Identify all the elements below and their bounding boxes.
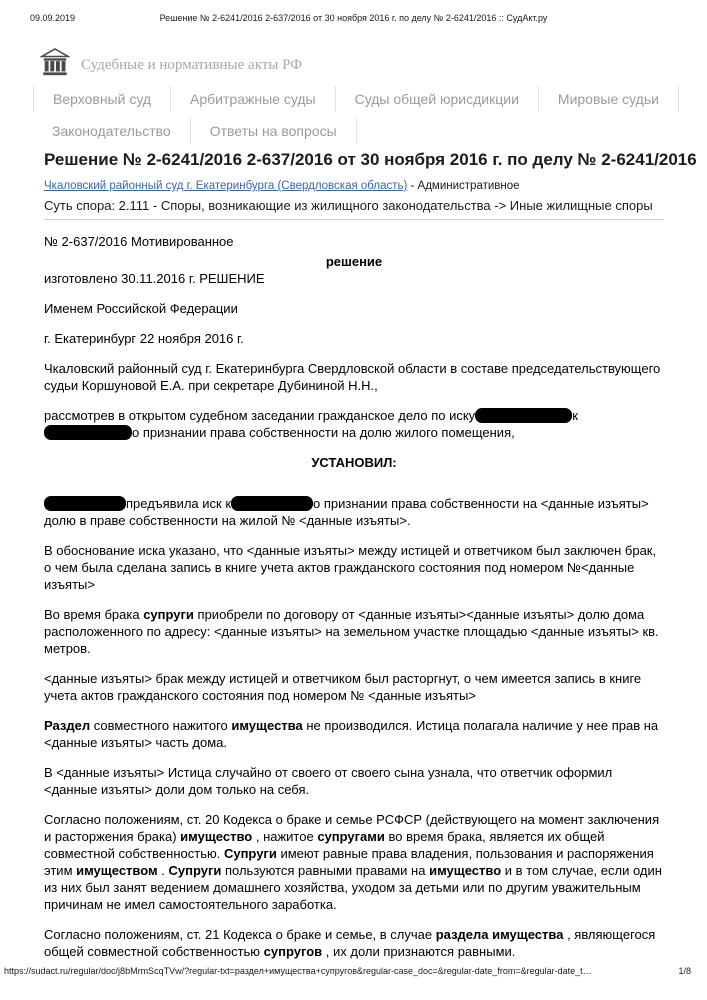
document <box>44 150 697 960</box>
dispute-line: Суть спора: 2.111 - Споры, возникающие из жилищного законодательства -> Иные жилищные споры <box>44 198 653 213</box>
print-title: Решение № 2-6241/2016 2-637/2016 от 30 ноября 2016 г. по делу № 2-6241/2016 :: СудАкт.ру <box>159 13 548 23</box>
divider <box>44 219 664 220</box>
paragraph: изготовлено 30.11.2016 г. РЕШЕНИЕ <box>44 271 265 286</box>
nav-row-1 <box>33 86 679 112</box>
paragraph: рассмотрев в открытом судебном заседании гражданское дело по иску ко признании права собственности на долю жилого помещения, <box>44 408 578 440</box>
paragraph: <данные изъяты> брак между истицей и ответчиком был расторгнут, о чем имеется запись в книге учета актов гражданского состояния под номером № <данные изъяты> <box>44 671 642 703</box>
paragraph: УСТАНОВИЛ: <box>311 455 397 470</box>
print-header <box>0 13 707 23</box>
paragraph: решение <box>325 254 383 269</box>
paragraph: Раздел совместного нажитого имущества не производился. Истица полагала наличие у нее прав на <данные изъяты> часть дома. <box>44 718 659 750</box>
nav-item[interactable]: Законодательство <box>33 118 191 144</box>
nav-item[interactable]: Суды общей юрисдикции <box>336 86 539 112</box>
site-nav <box>33 86 679 150</box>
paragraph: предъявила иск к о признании права собственности на <данные изъяты> долю в праве собственности на жилой № <данные изъяты>. <box>44 496 649 528</box>
court-link[interactable]: Чкаловский районный суд г. Екатеринбурга (Свердловская область) <box>44 180 408 192</box>
nav-item[interactable]: Арбитражные суды <box>171 86 336 112</box>
courthouse-icon <box>40 48 70 83</box>
paragraph: Согласно положениям, ст. 20 Кодекса о браке и семье РСФСР (действующего на момент заключения и расторжения брака) имущество , нажитое супругами во время брака, является их общей совместной собственностью. Супруги имеют равные права владения, пользования и распоряжения этим имуществом . Супруги пользуются равными правами на имущество и в том случае, если один из них был занят ведением домашнего хозяйства, уходом за детьми или по другим уважительным причинам не имел самостоятельного заработка. <box>44 812 662 912</box>
paragraph: Во время брака супруги приобрели по договору от <данные изъяты><данные изъяты> долю дома расположенного по адресу: <данные изъяты> на земельном участке площадью <данные изъяты> кв. метров. <box>44 607 659 656</box>
site-logo-text: Судебные и нормативные акты РФ <box>81 57 303 73</box>
paragraph: В <данные изъяты> Истица случайно от своего от своего сына узнала, что ответчик оформил <данные изъяты> доли дом только на себя. <box>44 765 613 797</box>
paragraph: Чкаловский районный суд г. Екатеринбурга Свердловской области в составе председательствующего судьи Коршуновой Е.А. при секретаре Дубининой Н.Н., <box>44 361 661 393</box>
paragraph: Именем Российской Федерации <box>44 301 238 316</box>
nav-item[interactable]: Ответы на вопросы <box>191 118 357 144</box>
nav-row-2 <box>33 118 679 144</box>
footer-url: https://sudact.ru/regular/doc/j8bMrmScqTVw/?regular-txt=раздел+имущества+супругов&regular-case_doc=&regular-date_from=&regular-date_t… <box>4 966 592 976</box>
footer-page-number: 1/8 <box>678 966 691 976</box>
paragraph: № 2-637/2016 Мотивированное <box>44 234 234 249</box>
redaction-block <box>231 496 313 511</box>
redaction-block <box>44 425 132 440</box>
nav-item[interactable]: Мировые судьи <box>539 86 679 112</box>
redaction-block <box>44 496 126 511</box>
paragraph: г. Екатеринбург 22 ноября 2016 г. <box>44 331 244 346</box>
paragraph: В обоснование иска указано, что <данные изъяты> между истицей и ответчиком был заключен брак, о чем была сделана запись в книге учета актов гражданского состояния под номером №<данные изъяты> <box>44 543 657 592</box>
redaction-block <box>475 408 572 423</box>
paragraph: Согласно положениям, ст. 21 Кодекса о браке и семье, в случае раздела имущества , являющегося общей совместной собственностью супругов , их доли признаются равными. <box>44 927 656 959</box>
doc-title: Решение № 2-6241/2016 2-637/2016 от 30 ноября 2016 г. по делу № 2-6241/2016 <box>44 150 697 169</box>
court-line <box>44 179 664 193</box>
document-body <box>44 233 664 960</box>
print-date: 09.09.2019 <box>30 13 76 23</box>
case-type-label: - Административное <box>410 180 520 192</box>
site-logo[interactable] <box>40 48 302 83</box>
nav-item[interactable]: Верховный суд <box>33 86 171 112</box>
